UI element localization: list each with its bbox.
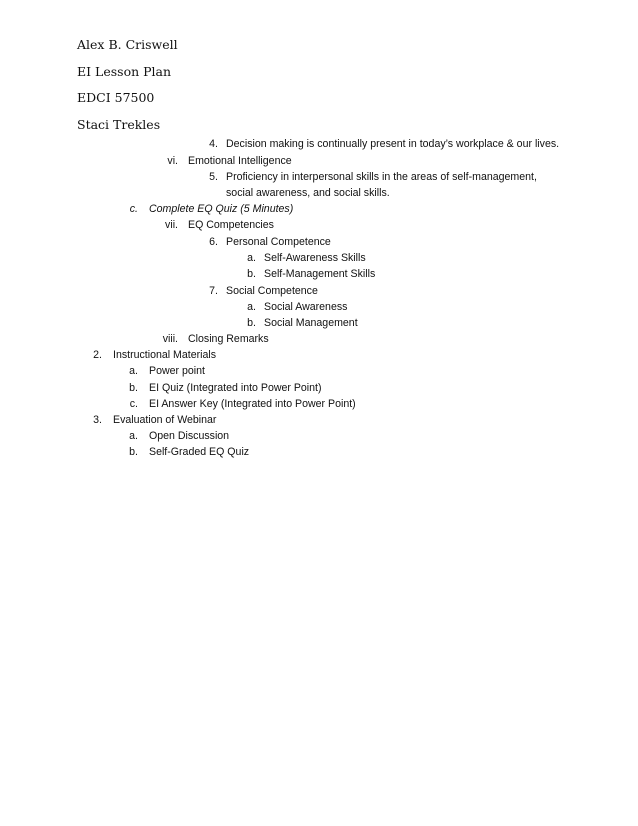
outline-text: EQ Competencies xyxy=(188,219,274,231)
outline-marker: viii. xyxy=(162,333,178,345)
outline-text: EI Answer Key (Integrated into Power Point) xyxy=(149,398,356,410)
document-title: EI Lesson Plan xyxy=(77,64,172,79)
outline-text: Emotional Intelligence xyxy=(188,155,292,167)
outline-marker: 7. xyxy=(209,285,218,297)
instructor-name: Staci Trekles xyxy=(77,117,161,132)
outline-text: Self-Graded EQ Quiz xyxy=(149,446,250,458)
outline-marker: c. xyxy=(129,398,138,410)
outline-marker: b. xyxy=(129,446,138,458)
outline-text: social awareness, and social skills. xyxy=(226,187,390,199)
outline-marker: 6. xyxy=(209,236,218,248)
outline-text: Open Discussion xyxy=(149,430,230,442)
outline-marker: a. xyxy=(247,301,256,313)
outline-marker: b. xyxy=(247,268,256,280)
outline-text: Evaluation of Webinar xyxy=(113,414,217,426)
outline-marker: 3. xyxy=(93,414,102,426)
outline-text: Power point xyxy=(149,365,205,377)
outline-text: Self-Management Skills xyxy=(264,268,376,280)
outline-text: Self-Awareness Skills xyxy=(264,252,366,264)
course-code: EDCI 57500 xyxy=(77,90,155,105)
outline-text: Personal Competence xyxy=(226,236,331,248)
outline-text: Closing Remarks xyxy=(188,333,269,345)
outline-text: Proficiency in interpersonal skills in the areas of self-management, xyxy=(226,171,537,183)
outline-marker: b. xyxy=(247,317,256,329)
outline-text: Complete EQ Quiz (5 Minutes) xyxy=(149,203,294,215)
outline-marker: a. xyxy=(129,365,138,377)
outline-marker: c. xyxy=(129,203,138,215)
outline-marker: a. xyxy=(247,252,256,264)
outline-marker: vi. xyxy=(167,155,178,167)
outline-text: Social Competence xyxy=(226,285,318,297)
outline-text: Decision making is continually present in today’s workplace & our lives. xyxy=(226,138,560,150)
outline-text: Instructional Materials xyxy=(113,349,217,361)
outline-text: Social Awareness xyxy=(264,301,348,313)
outline-text: Social Management xyxy=(264,317,358,329)
outline-marker: 5. xyxy=(209,171,218,183)
outline-marker: 4. xyxy=(209,138,218,150)
outline-marker: a. xyxy=(129,430,138,442)
outline-marker: b. xyxy=(129,382,138,394)
outline-text: EI Quiz (Integrated into Power Point) xyxy=(149,382,322,394)
author-name: Alex B. Criswell xyxy=(77,37,178,52)
outline-marker: vii. xyxy=(165,219,178,231)
outline-marker: 2. xyxy=(93,349,102,361)
